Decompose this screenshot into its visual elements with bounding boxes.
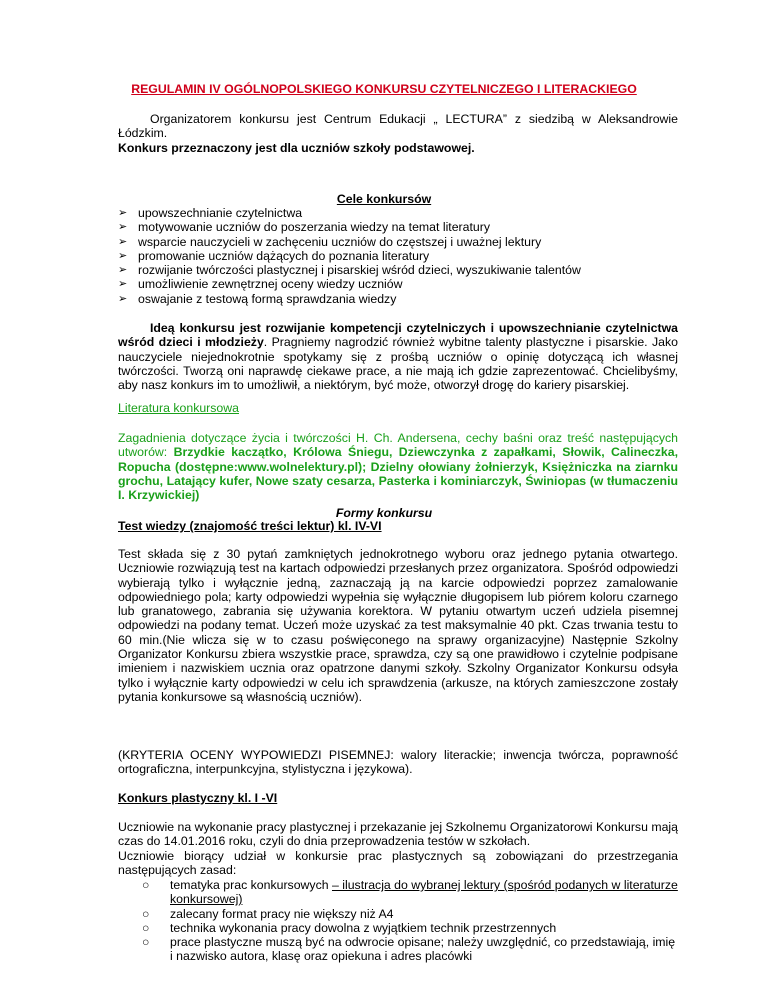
art-paragraph-1: Uczniowie na wykonanie pracy plastycznej i przekazanie jej Szkolnemu Organizatorowi Konkursu mają czas do 14.01.2016 roku, czyli do dnia przeprowadzenia testów w szkołach.	[118, 820, 678, 849]
list-item: ○ tematyka prac konkursowych – ilustracja do wybranej lektury (spośród podanych w literaturze konkursowej)	[142, 878, 678, 907]
art-heading: Konkurs plastyczny kl. I -VI	[118, 791, 278, 805]
list-item: ➢ promowanie uczniów dążących do poznania literatury	[118, 248, 430, 263]
circle-bullet-icon: ○	[142, 906, 150, 921]
test-heading: Test wiedzy (znajomość treści lektur) kl. IV-VI	[118, 519, 382, 533]
list-item: ➢ umożliwienie zewnętrznej oceny wiedzy uczniów	[118, 277, 403, 292]
list-item: ➢ upowszechnianie czytelnictwa	[118, 206, 303, 220]
test-paragraph: Test składa się z 30 pytań zamkniętych jednokrotnego wyboru oraz jednego pytania otwartego. Uczniowie rozwiązują test na kartach odpowiedzi przesłanych przez organizatora. Spośród odpowiedzi wybierają tylko i wyłącznie jedną, zaznaczają ją na karcie odpowiedzi poprzez zamalowanie odpowiedniego pola; karty odpowiedzi wypełnia się wyłącznie długopisem lub piórem koloru czarnego lub granatowego, zabrania się używania korektora. W pytaniu otwartym uczeń udziela pisemnej odpowiedzi na podany temat. Uczeń może uzyskać za test maksymalnie 40 pkt. Czas trwania testu to 60 min.(Nie wlicza się w to czasu poświęconego na sprawy organizacyjne) Następnie Szkolny Organizator Konkursu zbiera wszystkie prace, sprawdza, czy są one prawidłowo i czytelnie podpisane imieniem i nazwiskiem ucznia oraz opatrzone danymi szkoły. Szkolny Organizator Konkursu odsyła tylko i wyłącznie karty odpowiedzi w celu ich sprawdzenia (arkusze, na których zamieszczone zostały pytania konkursowe są własnością uczniów).	[118, 547, 678, 704]
circle-bullet-icon: ○	[142, 878, 150, 892]
arrow-bullet-icon: ➢	[118, 207, 128, 219]
audience-paragraph: Konkurs przeznaczony jest dla uczniów szkoły podstawowej.	[118, 141, 475, 155]
literature-intro: Zagadnienia dotyczące życia i twórczości H. Ch. Andersena, cechy baśni oraz treść następujących utworów:	[118, 431, 678, 460]
art-rules-list	[142, 878, 678, 964]
list-item: ○ zalecany format pracy nie większy niż A4	[142, 906, 394, 921]
idea-bold: Ideą konkursu jest rozwijanie kompetencji czytelniczych i upowszechnianie czytelnictwa wśród dzieci i młodzieży	[118, 321, 678, 350]
list-item: ➢ rozwijanie twórczości plastycznej i pisarskiej wśród dzieci, wyszukiwanie talentów	[118, 263, 581, 278]
criteria-paragraph: (KRYTERIA OCENY WYPOWIEDZI PISEMNEJ: walory literackie; inwencja twórcza, poprawność ortograficzna, interpunkcyjna, stylistyczna i językowa).	[118, 748, 678, 777]
list-item: ○ prace plastyczne muszą być na odwrocie opisane; należy uwzględnić, co przedstawiają, imię i nazwisko autora, klasę oraz opiekuna i adres placówki	[142, 935, 676, 964]
document-title: REGULAMIN IV OGÓLNOPOLSKIEGO KONKURSU CZYTELNICZEGO I LITERACKIEGO	[131, 82, 637, 96]
goals-heading: Cele konkursów	[336, 192, 432, 206]
arrow-bullet-icon: ➢	[118, 292, 128, 305]
goals-list	[118, 206, 581, 306]
list-item: ➢ oswajanie z testową formą sprawdzania wiedzy	[118, 291, 397, 306]
literature-works: Brzydkie kaczątko, Królowa Śniegu, Dziewczynka z zapałkami, Słowik, Calineczka, Ropucha (dostępne:www.wolnelektury.pl); Dzielny ołowiany żołnierzyk, Księżniczka na ziarnku grochu, Latający kufer, Nowe szaty cesarza, Pasterka i kominiarczyk, Świniopas (w tłumaczeniu I. Krzywickiej)	[118, 445, 679, 503]
art-paragraph-2: Uczniowie biorący udział w konkursie prac plastycznych są zobowiązani do przestrzegania następujących zasad:	[118, 849, 678, 878]
idea-rest: . Pragniemy nagrodzić również wybitne talenty plastyczne i pisarskie. Jako nauczyciele niejednokrotnie spotykamy się z prośbą uczniów o opinię dotyczącą ich własnej twórczości. Tworzą oni naprawdę ciekawe prace, a nie mają ich gdzie zaprezentować. Chcielibyśmy, aby nasz konkurs im to umożliwił, a niektórym, być może, otworzył drogę do kariery pisarskiej.	[118, 335, 678, 393]
list-item: ➢ motywowanie uczniów do poszerzania wiedzy na temat literatury	[118, 220, 490, 235]
idea-paragraph	[118, 321, 678, 392]
circle-bullet-icon: ○	[142, 935, 150, 950]
circle-bullet-icon: ○	[142, 920, 150, 935]
arrow-bullet-icon: ➢	[118, 278, 128, 291]
list-item: ○ technika wykonania pracy dowolna z wyjątkiem technik przestrzennych	[142, 920, 557, 935]
literature-heading: Literatura konkursowa	[118, 401, 239, 415]
arrow-bullet-icon: ➢	[118, 249, 128, 262]
arrow-bullet-icon: ➢	[118, 235, 128, 248]
list-item: ➢ wsparcie nauczycieli w zachęceniu uczniów do częstszej i uważnej lektury	[118, 234, 542, 249]
arrow-bullet-icon: ➢	[118, 221, 128, 234]
arrow-bullet-icon: ➢	[118, 264, 128, 277]
literature-paragraph	[118, 431, 678, 502]
organizer-paragraph: Organizatorem konkursu jest Centrum Edukacji „ LECTURA” z siedzibą w Aleksandrowie Łódzkim.	[118, 112, 678, 141]
forms-heading: Formy konkursu	[335, 506, 433, 520]
